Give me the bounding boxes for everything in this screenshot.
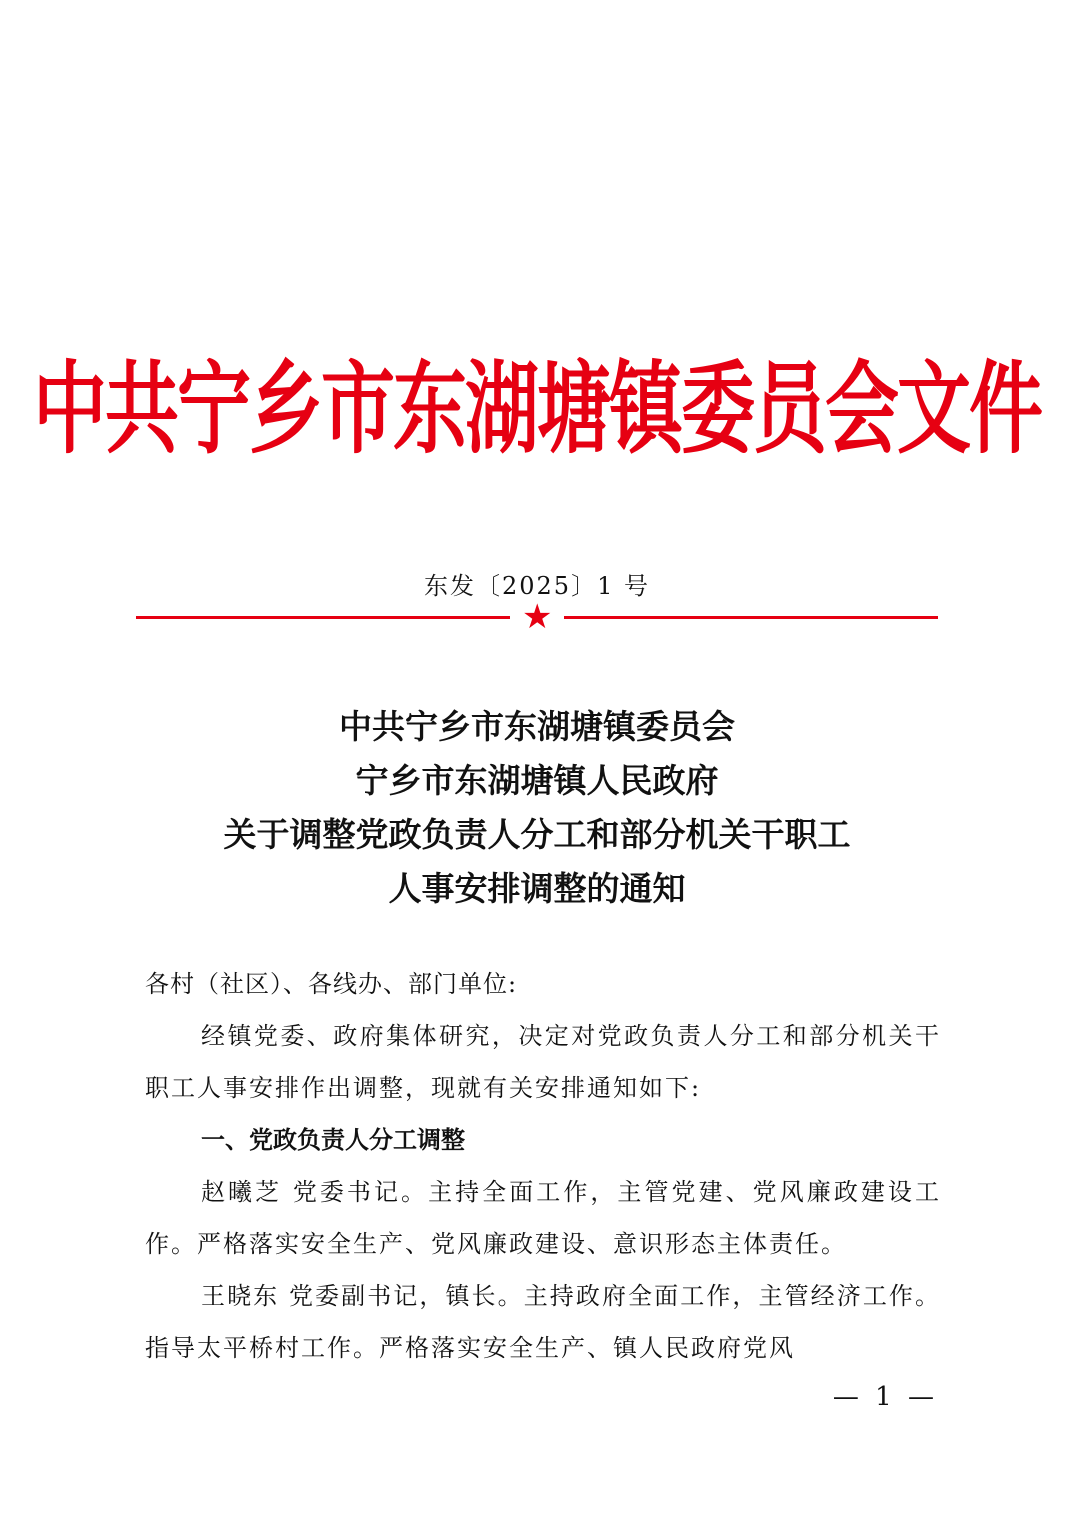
divider-line-right — [564, 616, 938, 619]
org-header-title: 中共宁乡市东湖塘镇委员会文件 — [33, 351, 1041, 468]
document-number: 东发〔2025〕1 号 — [424, 572, 650, 600]
page-number: — 1 — — [832, 1382, 938, 1412]
intro-paragraph: 经镇党委、政府集体研究，决定对党政负责人分工和部分机关干职工人事安排作出调整，现就有关安排通知如下: — [145, 1022, 941, 1102]
title-line-4: 人事安排调整的通知 — [388, 869, 686, 908]
star-icon: ★ — [522, 597, 553, 637]
document-title — [0, 700, 1074, 916]
document-body — [145, 958, 941, 1374]
red-divider — [136, 597, 938, 637]
title-line-1: 中共宁乡市东湖塘镇委员会 — [339, 707, 735, 746]
title-line-2: 宁乡市东湖塘镇人民政府 — [355, 761, 719, 800]
divider-line-left — [136, 616, 510, 619]
person-paragraph: 王晓东 党委副书记，镇长。主持政府全面工作，主管经济工作。指导太平桥村工作。严格落实安全生产、镇人民政府党风 — [145, 1282, 941, 1362]
person-paragraph: 赵曦芝 党委书记。主持全面工作，主管党建、党风廉政建设工作。严格落实安全生产、党风廉政建设、意识形态主体责任。 — [145, 1178, 941, 1258]
salutation: 各村（社区）、各线办、部门单位: — [145, 970, 518, 998]
section-heading: 一、党政负责人分工调整 — [201, 1126, 465, 1154]
title-line-3: 关于调整党政负责人分工和部分机关干职工 — [223, 815, 851, 854]
